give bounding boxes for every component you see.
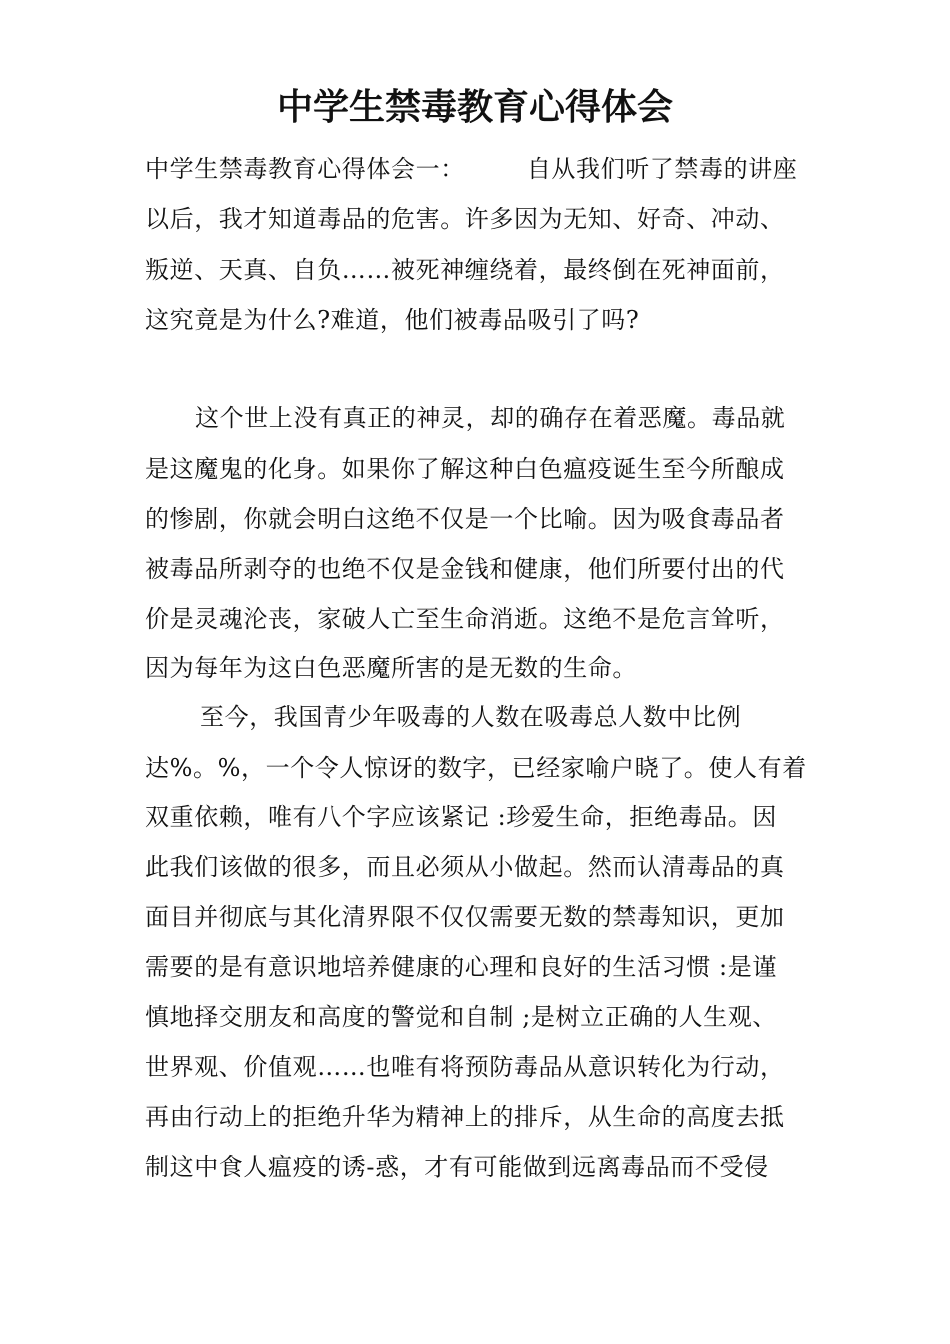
line-text: 自从我们听了禁毒的讲座: [526, 155, 798, 183]
paragraph-line: 面目并彻底与其化清界限不仅仅需要无数的禁毒知识，更加: [145, 903, 785, 931]
paragraph-line: 慎地择交朋友和高度的警觉和自制 ;是树立正确的人生观、: [145, 1003, 777, 1031]
paragraph-line: 因为每年为这白色恶魔所害的是无数的生命。: [145, 654, 637, 682]
paragraph-line: 至今，我国青少年吸毒的人数在吸毒总人数中比例: [200, 703, 742, 731]
paragraph-line: 制这中食人瘟疫的诱-惑，才有可能做到远离毒品而不受侵: [145, 1153, 769, 1181]
paragraph-line: 以后，我才知道毒品的危害。许多因为无知、好奇、冲动、: [145, 205, 785, 233]
paragraph-line: 这究竟是为什么?难道，他们被毒品吸引了吗?: [145, 306, 640, 334]
paragraph-line: 需要的是有意识地培养健康的心理和良好的生活习惯 :是谨: [145, 953, 777, 981]
paragraph-line: 再由行动上的拒绝升华为精神上的排斥，从生命的高度去抵: [145, 1103, 785, 1131]
section-heading: 中学生禁毒教育心得体会一：: [145, 155, 465, 183]
paragraph-line: 双重依赖，唯有八个字应该紧记 :珍爱生命，拒绝毒品。因: [145, 803, 777, 831]
paragraph-line: 达%。%，一个令人惊讶的数字，已经家喻户晓了。使人有着: [145, 754, 807, 782]
paragraph-line: [145, 152, 797, 186]
document-title: 中学生禁毒教育心得体会: [276, 86, 673, 128]
paragraph-line: 价是灵魂沦丧，家破人亡至生命消逝。这绝不是危言耸听，: [145, 605, 785, 633]
paragraph-line: 被毒品所剥夺的也绝不仅是金钱和健康，他们所要付出的代: [145, 555, 785, 583]
paragraph-line: 此我们该做的很多，而且必须从小做起。然而认清毒品的真: [145, 853, 785, 881]
paragraph-line: 是这魔鬼的化身。如果你了解这种白色瘟疫诞生至今所酿成: [145, 455, 785, 483]
paragraph-line: 的惨剧，你就会明白这绝不仅是一个比喻。因为吸食毒品者: [145, 505, 785, 533]
paragraph-line: 世界观、价值观……也唯有将预防毒品从意识转化为行动，: [145, 1053, 785, 1081]
paragraph-line: 这个世上没有真正的神灵，却的确存在着恶魔。毒品就: [195, 404, 786, 432]
paragraph-line: 叛逆、天真、自负……被死神缠绕着，最终倒在死神面前，: [145, 256, 785, 284]
